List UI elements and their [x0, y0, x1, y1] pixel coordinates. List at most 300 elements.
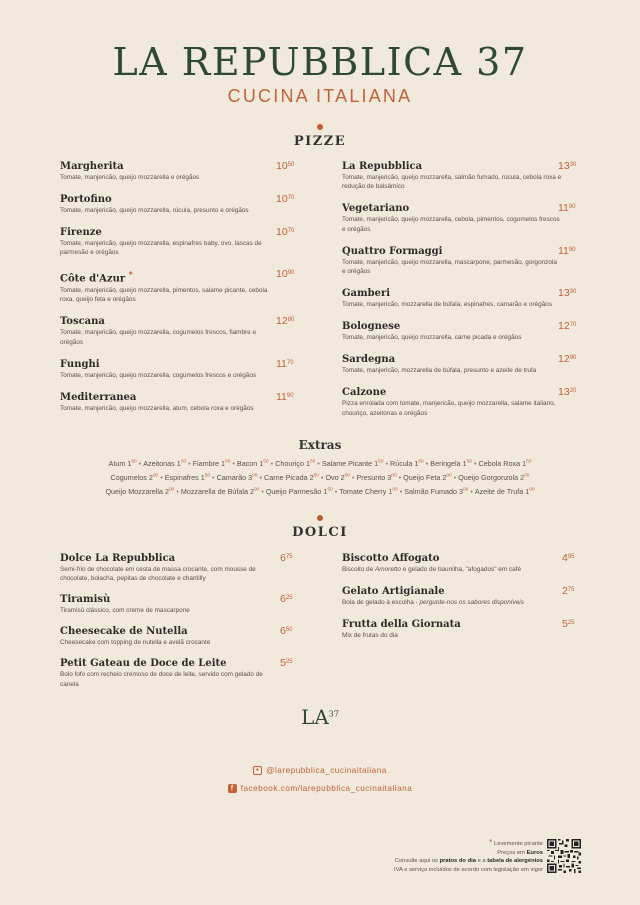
spicy-star: *	[489, 838, 493, 847]
extra-item	[264, 473, 319, 482]
facebook-icon: f	[228, 784, 237, 793]
extra-item	[339, 487, 397, 496]
item-description: Tiramisù clássico, com creme de mascarpone	[60, 607, 190, 615]
restaurant-title: LA REPUBBLICA 37	[112, 40, 528, 84]
item-name	[60, 268, 280, 285]
extra-price-dec: 50	[466, 460, 472, 465]
extra-price-dec: 50	[204, 473, 211, 479]
item-description: Pizza enrolada com tomate, manjericão, queijo mozzarella, salame italiano, chouriço, azeitonas e orégãos	[342, 400, 556, 417]
item-name-text: Bolognese	[342, 321, 401, 333]
extra-price-dec: 00	[225, 460, 231, 465]
item-description-text: Biscoito de	[342, 566, 376, 573]
extra-name: Queijo Parmesão	[265, 487, 322, 497]
extra-price-int: 1	[259, 459, 264, 469]
item-name	[342, 202, 562, 215]
extra-item	[181, 487, 259, 496]
extra-price-int: 2	[148, 473, 153, 483]
item-name	[60, 358, 280, 371]
price-integer: 6	[280, 552, 286, 564]
item-description: Tomate, manjericão, queijo mozzarella, carne picada e orégãos	[342, 334, 522, 342]
extras-title: Extras	[298, 438, 342, 452]
allergen-table-link[interactable]: tabela de alergénios	[487, 858, 543, 864]
instagram-handle: @larepubblica_cucinaitaliana	[266, 766, 387, 775]
extra-item	[237, 459, 269, 468]
item-name-text: Margherita	[60, 161, 124, 172]
item-description: Tomate, manjericão, queijo mozzarella, cebola, pimentos, cogumelos frescos e orégãos	[342, 216, 560, 233]
price-decimal: 30	[569, 289, 577, 296]
price-integer: 10	[276, 160, 288, 172]
item-price	[276, 226, 294, 239]
extras-line	[60, 471, 580, 485]
item-price	[276, 268, 294, 281]
item-name	[60, 160, 280, 173]
extra-name: Azeite de Trufa	[474, 487, 524, 497]
price-integer: 5	[562, 617, 568, 630]
dolci-right-column	[342, 552, 575, 651]
extra-item	[430, 459, 472, 468]
item-name-text: Gamberi	[342, 288, 391, 300]
item-name-text: Firenze	[60, 227, 102, 238]
instagram-icon: ●	[253, 766, 262, 775]
menu-item	[60, 657, 293, 689]
menu-item	[342, 353, 577, 375]
item-price	[276, 315, 294, 328]
price-integer: 10	[276, 268, 288, 281]
extra-name: Presunto	[356, 473, 386, 483]
item-description: Tomate, manjericão, queijo mozzarella, cogumelos frescos e orégãos	[60, 371, 257, 379]
menu-item	[60, 390, 294, 413]
item-name-text: Cheesecake de Nutella	[60, 626, 188, 638]
separator-dot: •	[138, 459, 142, 469]
separator-dot: •	[425, 459, 429, 469]
extra-price-int: 2	[309, 473, 314, 483]
item-price	[280, 552, 293, 565]
price-integer: 10	[276, 226, 288, 238]
extra-name: Beringela	[430, 459, 461, 469]
item-price	[558, 160, 576, 173]
extra-price-int: 1	[323, 487, 328, 497]
menu-item	[60, 193, 295, 215]
item-name	[60, 552, 280, 565]
extra-name: Salame Picante	[321, 459, 373, 469]
pizze-right-column	[342, 160, 577, 429]
price-integer: 6	[280, 593, 286, 606]
extra-price-int: 2	[340, 473, 345, 483]
item-description-italic: pergunte-nos os sabores disponíveis	[419, 598, 524, 606]
extra-price-int: 3	[459, 487, 463, 497]
extra-name: Mozzarella de Búfala	[180, 487, 248, 497]
extra-item	[458, 473, 529, 482]
extra-price-int: 1	[522, 459, 527, 469]
item-name	[342, 245, 562, 258]
extra-price-int: 1	[414, 459, 419, 469]
extra-price-dec: 50	[327, 487, 333, 493]
item-name	[342, 287, 562, 300]
price-decimal: 70	[286, 359, 294, 366]
price-integer: 12	[276, 315, 288, 328]
menu-item	[60, 357, 294, 380]
extra-price-dec: 00	[152, 473, 159, 479]
item-name	[342, 552, 562, 565]
extra-price-int: 1	[388, 487, 393, 497]
extra-price-dec: 50	[131, 460, 137, 465]
item-name-text: Frutta della Giornata	[342, 618, 461, 630]
price-integer: 10	[276, 193, 288, 205]
item-description: Tomate, manjericão, queijo mozzarella, mascarpone, parmesão, gorgonzola e orégãos	[342, 258, 557, 276]
extra-price-dec: 00	[524, 473, 530, 479]
item-name-text: Gelato Artigianale	[342, 585, 445, 597]
item-description	[342, 565, 562, 574]
extra-price-dec: 50	[418, 460, 424, 465]
item-name	[342, 618, 562, 631]
item-name-text: Funghi	[60, 358, 100, 370]
extra-name: Queijo Gorgonzola	[458, 473, 519, 483]
item-name	[60, 315, 280, 328]
pizze-title: PIZZE	[293, 134, 347, 149]
price-decimal: 90	[569, 355, 577, 362]
extra-item	[403, 473, 452, 482]
extra-price-int: 1	[127, 459, 132, 469]
price-decimal: 80	[287, 317, 295, 324]
price-integer: 11	[558, 202, 569, 215]
menu-item	[60, 593, 293, 615]
menu-item	[60, 226, 295, 258]
price-decimal: 25	[285, 659, 293, 666]
price-integer: 11	[276, 357, 287, 370]
item-description: Tomate, manjericão, mozzarella de búfala, espinafres, camarão e orégãos	[342, 301, 552, 309]
item-name-text: Côte d'Azur	[60, 273, 126, 285]
consult-note[interactable]: Consulte aqui os pratos do dia e a tabela de alergénios	[394, 858, 543, 864]
extra-name: Ovo	[325, 473, 339, 483]
separator-dot: •	[188, 459, 191, 469]
menu-item	[342, 320, 577, 342]
extra-item	[193, 459, 231, 468]
item-name-text: Toscana	[60, 316, 105, 328]
item-name-text: Biscotto Affogato	[342, 553, 440, 564]
separator-dot: •	[160, 473, 163, 483]
price-decimal: 25	[285, 595, 293, 602]
item-description: Tomate, manjericão, queijo mozzarella e orégãos	[60, 174, 200, 181]
menu-item	[60, 625, 293, 647]
item-name-text: La Repubblica	[342, 161, 423, 172]
price-decimal: 20	[569, 388, 577, 395]
extra-name: Salmão Fumado	[404, 487, 457, 497]
dolci-title: DOLCI	[292, 525, 348, 540]
separator-dot: •	[270, 459, 274, 469]
extra-name: Fiambre	[192, 459, 220, 469]
extra-name: Tomate Cherry	[339, 487, 387, 497]
item-price	[276, 160, 294, 173]
extra-item	[390, 459, 424, 468]
extra-item	[325, 473, 350, 482]
extra-price-int: 1	[305, 459, 310, 469]
facebook-link[interactable]	[0, 784, 640, 793]
price-integer: 13	[558, 160, 570, 172]
item-name	[342, 386, 562, 399]
extra-price-dec: 00	[391, 473, 397, 479]
prices-note: Preços em	[497, 849, 527, 856]
separator-dot: •	[317, 459, 320, 469]
item-description-text: Mix de frutas do dia	[342, 631, 398, 639]
prices-currency: Euros	[526, 849, 543, 856]
item-price	[558, 353, 576, 366]
item-description: Bolo fofo com recheio cremoso de doce de leite, servido com gelado de canela	[60, 671, 263, 688]
menu-item	[342, 617, 575, 640]
extras-list	[60, 457, 580, 499]
extra-item	[109, 459, 137, 468]
separator-dot: •	[212, 473, 215, 483]
price-integer: 12	[558, 353, 570, 366]
item-description-italic: Amoretto	[375, 566, 401, 573]
price-integer: 2	[562, 584, 568, 597]
item-name-text: Vegetariano	[342, 203, 410, 215]
extra-price-int: 2	[164, 487, 169, 497]
dolci-left-column	[60, 552, 293, 698]
separator-dot: •	[320, 473, 324, 483]
extra-item	[275, 459, 315, 468]
extra-price-dec: 00	[180, 460, 187, 465]
item-description: Semi-frio de chocolate em cesta de massa crocante, com mousse de chocolate, bolacha, pepitas de chocolate e chantilly	[60, 566, 256, 583]
extra-item	[479, 459, 532, 468]
extra-price-int: 2	[249, 487, 254, 497]
separator-dot: •	[385, 459, 389, 469]
extra-price-int: 3	[248, 473, 253, 483]
item-description	[342, 631, 562, 640]
extra-name: Rúcula	[390, 459, 413, 469]
item-name	[342, 160, 562, 173]
extra-item	[111, 473, 159, 482]
price-integer: 11	[276, 390, 287, 403]
extra-price-int: 1	[200, 473, 205, 483]
extra-price-int: 3	[387, 473, 392, 483]
item-name	[342, 585, 562, 598]
separator-dot: •	[232, 459, 235, 469]
separator-dot: •	[351, 473, 355, 483]
price-decimal: 25	[567, 619, 575, 626]
extra-name: Espinafres	[164, 473, 199, 483]
price-decimal: 75	[567, 586, 575, 593]
separator-dot: •	[176, 487, 179, 497]
item-description	[342, 598, 562, 607]
extra-item	[143, 459, 186, 468]
price-decimal: 70	[569, 322, 577, 329]
price-integer: 6	[280, 625, 286, 638]
price-decimal: 70	[287, 195, 295, 201]
price-integer: 13	[558, 386, 570, 399]
price-decimal: 90	[286, 392, 294, 399]
extra-price-int: 1	[525, 487, 530, 497]
item-price	[558, 202, 576, 215]
item-name	[60, 391, 280, 404]
item-price	[558, 386, 576, 399]
separator-dot: •	[261, 487, 264, 497]
legal-notes	[394, 839, 543, 874]
menu-item	[60, 160, 295, 182]
extra-name: Queijo Feta	[403, 473, 441, 483]
extra-price-dec: 00	[168, 487, 175, 493]
extra-price-int: 1	[374, 459, 379, 469]
extra-price-dec: 50	[313, 473, 319, 479]
facebook-url: facebook.com/larepubblica_cucinaitaliana	[240, 784, 413, 793]
extra-price-int: 1	[462, 459, 467, 469]
instagram-link[interactable]	[0, 766, 640, 775]
item-description: Tomate, manjericão, queijo mozzarella, cogumelos frescos, fiambre e orégãos	[60, 329, 257, 346]
extra-price-dec: 00	[446, 473, 452, 479]
item-description: Tomate, manjericão, mozzarella de búfala, presunto e azeite de trufa	[342, 367, 537, 375]
item-name	[60, 226, 280, 239]
menu-item	[342, 386, 577, 418]
extra-price-dec: 50	[263, 460, 269, 465]
pizze-dot	[317, 124, 323, 130]
item-description: Tomate, manjericão, queijo mozzarella, atum, cebola roxa e orégãos	[60, 404, 254, 412]
item-price	[276, 391, 294, 404]
price-decimal: 50	[287, 162, 295, 168]
extra-item	[217, 473, 258, 482]
item-price	[558, 245, 576, 258]
price-integer: 13	[558, 287, 570, 300]
price-decimal: 90	[287, 270, 295, 277]
item-price	[558, 287, 576, 300]
extra-price-int: 2	[442, 473, 447, 483]
menu-item	[342, 287, 577, 309]
extra-name: Chouriço	[275, 459, 304, 469]
spicy-marker: *	[128, 269, 133, 280]
extra-name: Queijo Mozzarella	[105, 487, 163, 497]
extra-name: Cogumelos	[110, 473, 147, 483]
extra-item	[322, 459, 384, 468]
extra-price-int: 2	[520, 473, 525, 483]
item-price	[280, 625, 293, 638]
footer-logo-main: LA	[301, 705, 329, 729]
extra-name: Bacon	[236, 459, 258, 469]
item-description: Tomate, manjericão, queijo mozzarella, pimentos, salame picante, cebola roxa, queijo feta e orégãos	[60, 286, 268, 304]
price-decimal: 50	[285, 627, 293, 634]
menu-item	[60, 268, 295, 304]
dolci-dot	[317, 515, 323, 521]
menu-item	[342, 244, 576, 277]
qr-code[interactable]	[547, 839, 581, 873]
item-name-text: Dolce La Repubblica	[60, 553, 176, 564]
price-decimal: 70	[287, 228, 295, 234]
item-price	[280, 657, 293, 670]
menu-item	[342, 160, 577, 192]
price-integer: 5	[280, 657, 286, 670]
spicy-note: Levemente picante	[494, 841, 543, 847]
price-decimal: 95	[567, 554, 575, 560]
extra-price-dec: 50	[526, 460, 532, 465]
separator-dot: •	[399, 487, 403, 497]
extra-item	[475, 487, 535, 496]
item-name-text: Mediterranea	[60, 391, 137, 403]
item-description-text: e gelado de baunilha, "afogados" em café	[400, 566, 521, 573]
price-integer: 4	[562, 552, 568, 564]
item-description: Tomate, manjericão, queijo mozzarella, rúcula, presunto e orégãos	[60, 207, 249, 214]
footer-logo-sup: 37	[328, 709, 339, 719]
menu-item	[342, 202, 576, 234]
item-name	[342, 353, 562, 366]
menu-item	[342, 584, 575, 607]
extra-price-int: 1	[221, 459, 226, 469]
extra-price-dec: 50	[309, 460, 316, 465]
price-decimal: 75	[285, 554, 293, 560]
extra-item	[357, 473, 397, 482]
extra-price-dec: 00	[529, 487, 535, 493]
separator-dot: •	[259, 473, 263, 483]
extra-name: Cebola Roxa	[478, 459, 521, 469]
extra-name: Atum	[108, 459, 126, 469]
extra-name: Azeitonas	[143, 459, 175, 469]
item-name-text: Portofino	[60, 194, 112, 205]
menu-item	[60, 315, 295, 347]
extra-price-dec: 00	[252, 473, 258, 479]
extra-item	[165, 473, 210, 482]
extra-price-dec: 00	[344, 473, 350, 479]
item-name	[60, 193, 280, 206]
extra-price-dec: 00	[253, 487, 260, 493]
price-decimal: 30	[569, 162, 577, 168]
extra-item	[105, 487, 174, 496]
item-price	[280, 593, 293, 606]
item-name	[342, 320, 562, 333]
price-decimal: 90	[568, 204, 576, 211]
item-price	[276, 358, 294, 371]
price-integer: 11	[558, 244, 569, 257]
item-name-text: Tiramisù	[60, 594, 111, 606]
extra-item	[404, 487, 468, 496]
extra-name: Camarão	[216, 473, 247, 483]
item-price	[562, 618, 575, 631]
separator-dot: •	[453, 473, 457, 483]
iva-note: IVA e serviço incluídos de acordo com legislação em vigor	[393, 866, 543, 873]
extra-price-dec: 50	[378, 460, 384, 465]
extra-price-int: 1	[176, 459, 181, 469]
extra-item	[266, 487, 333, 496]
item-description: Tomate, manjericão, queijo mozzarella, espinafres baby, ovo, lascas de parmesão e orégãos	[60, 240, 262, 257]
item-description-text: Bola de gelado à escolha -	[342, 598, 420, 606]
price-decimal: 90	[568, 246, 576, 253]
menu-item	[60, 552, 293, 584]
item-name-text: Quattro Formaggi	[342, 245, 443, 257]
price-integer: 12	[558, 320, 570, 333]
separator-dot: •	[334, 487, 338, 497]
extra-name: Carne Picada	[264, 473, 308, 483]
extra-price-dec: 00	[463, 487, 469, 493]
item-price	[276, 193, 294, 206]
item-name	[60, 657, 280, 670]
restaurant-subtitle: CUCINA ITALIANA	[227, 86, 413, 106]
extras-line	[60, 457, 580, 471]
item-name	[60, 593, 280, 606]
item-price	[562, 585, 575, 598]
item-price	[562, 552, 575, 565]
item-description: Cheesecake com topping de nutella e avelã crocante	[60, 639, 211, 647]
item-description: Tomate, manjericão, queijo mozzarella, salmão fumado, rúcula, cebola roxa e redução de balsâmico	[342, 174, 562, 191]
separator-dot: •	[474, 459, 477, 469]
separator-dot: •	[470, 487, 473, 497]
extras-line	[60, 485, 580, 499]
item-price	[558, 320, 576, 333]
item-name-text: Calzone	[342, 387, 387, 399]
extra-price-dec: 00	[392, 487, 398, 493]
item-name-text: Petit Gateau de Doce de Leite	[60, 658, 227, 670]
pizze-left-column	[60, 160, 295, 424]
menu-item	[342, 552, 575, 574]
item-name	[60, 625, 280, 638]
footer-logo	[300, 705, 340, 729]
separator-dot: •	[398, 473, 402, 483]
daily-dishes-link[interactable]: pratos do dia	[439, 858, 476, 864]
item-name-text: Sardegna	[342, 354, 396, 366]
